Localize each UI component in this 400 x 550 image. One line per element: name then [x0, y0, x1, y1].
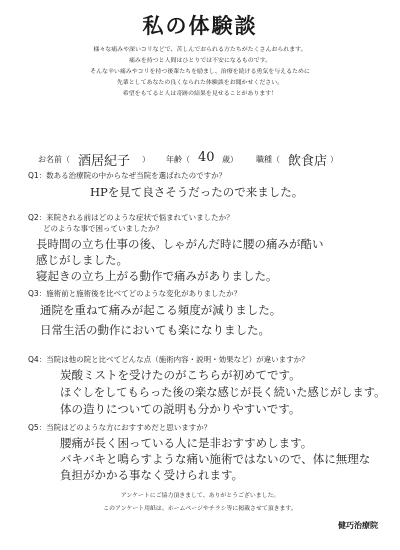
answer-3-line: 日常生活の動作においても楽になりました。 — [40, 323, 270, 337]
answer-2-line: 寝起きの立ち上がる動作で痛みがありました。 — [36, 269, 278, 283]
answer-5-line: 負担がかかる事なく受けられます。 — [60, 468, 244, 482]
intro-line: 希望をもてると人は奇跡の結果を見せることがあります！ — [122, 90, 278, 97]
answer-5-line: バキバキと鳴らすような痛い施術ではないので、体に無理な — [60, 452, 371, 466]
answer-1-line: HPを見て良さそうだったので来ました。 — [90, 185, 304, 199]
intro-line: そんな辛い痛みやコリを持つ後輩たちを励まし、治療を続ける勇気を与えるために — [90, 68, 310, 75]
job-value: 飲食店 — [288, 154, 328, 169]
answer-4-line: 体の造りについての説明も分かりやすいです。 — [60, 402, 301, 416]
question-4: Q4：当院は他の院と比べてどんな点（施術内容・説明・効果など）が違いますか？ — [28, 355, 309, 364]
answer-2-line: 感じがしました。 — [36, 253, 128, 267]
respondent-info — [38, 150, 378, 170]
question-3: Q3：施術前と施術後を比べてどのような変化がありましたか？ — [28, 289, 242, 298]
intro-line: 様々な痛みや深いコリなどで、苦しんでおられる方たちがたくさんおられます。 — [93, 46, 307, 53]
name-label: お名前（ — [38, 155, 70, 164]
name-value: 酒居紀子 — [78, 154, 131, 169]
question-2-sub: どのような事で困っていましたか？ — [28, 224, 163, 233]
answer-5-line: 腰痛が長く困っている人に是非おすすめします。 — [60, 436, 313, 450]
age-value: 40 — [198, 150, 215, 165]
clinic-name: 健巧治療院 — [338, 521, 378, 530]
age-label: 年齢（ — [166, 155, 190, 164]
intro-line: 痛みを持つと人間はひとりでは不安になるものです。 — [128, 57, 272, 64]
job-close: ） — [330, 155, 338, 164]
age-suffix: 歳） — [222, 155, 238, 164]
question-2: Q2：来院される前はどのような症状で悩まれていましたか？ — [28, 213, 234, 222]
footer-thanks: アンケートにご協力頂きまして、ありがとうございました。 — [120, 493, 280, 499]
question-1: Q1：数ある治療院の中からなぜ当院を選ばれたのですか？ — [28, 171, 227, 180]
answer-4-line: 炭酸ミストを受けたのがこちらが初めてです。 — [60, 368, 301, 382]
footer-notice: このアンケート用紙は、ホームページやチラシ等に掲載させて頂きます。 — [103, 506, 297, 512]
answer-2-line: 長時間の立ち仕事の後、しゃがんだ時に腰の痛みが酷い — [36, 237, 324, 251]
answer-4-line: ほぐしをしてもらった後の楽な感じが長く続いた感じがします。 — [60, 386, 386, 399]
page-title: 私の体験談 — [142, 14, 258, 38]
job-label: 職種（ — [256, 155, 280, 164]
name-close: ） — [142, 155, 150, 164]
intro-line: 先輩としてあなたの良くなられた体験談をお聞かせください。 — [116, 79, 284, 86]
question-5: Q5：当院はどのような方におすすめだと思いますか？ — [28, 423, 212, 432]
answer-3-line: 通院を重ねて痛みが起こる頻度が減りました。 — [40, 303, 282, 317]
